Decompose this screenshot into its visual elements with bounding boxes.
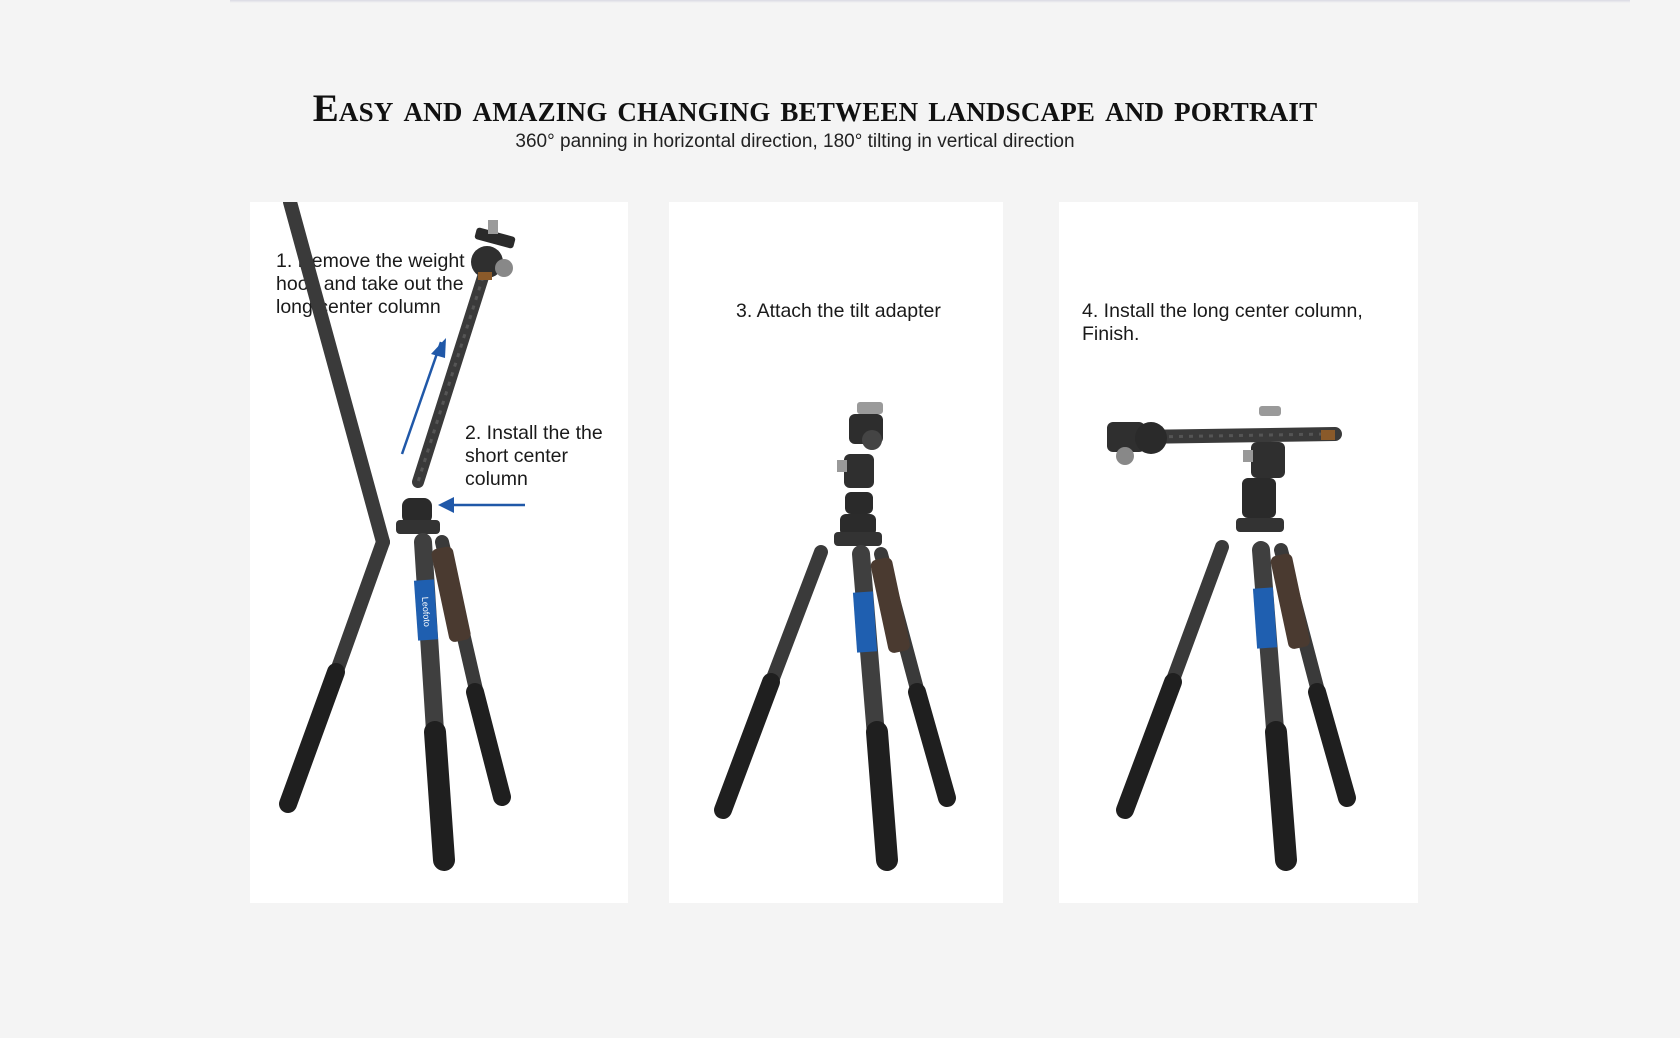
step-1-line: 1. Remove the weight	[276, 250, 465, 272]
tripod	[1125, 478, 1347, 860]
step-1-line: hook and take out the	[276, 273, 464, 295]
step-4-line: 4. Install the long center column,	[1082, 300, 1363, 322]
panel-step-1-2	[250, 202, 628, 903]
horizontal-center-column	[1107, 406, 1335, 478]
panel-step-4	[1059, 202, 1418, 903]
long-center-column	[418, 220, 516, 482]
tripod-illustration-3	[1059, 202, 1418, 903]
step-4-line: Finish.	[1082, 323, 1140, 345]
tilt-adapter	[837, 402, 883, 514]
panel-step-3	[669, 202, 1003, 903]
arrow-left-icon	[438, 497, 525, 513]
step-2-line: 2. Install the the	[465, 422, 603, 444]
tripod	[723, 514, 947, 860]
page-title: Easy and amazing changing between landscape and portrait	[312, 87, 1318, 130]
brand-label: Leofoto	[420, 596, 433, 628]
tripod-illustration-2	[669, 202, 1003, 903]
tripod-illustration-1	[250, 202, 628, 903]
step-3-text: 3. Attach the tilt adapter	[736, 300, 941, 322]
top-shadow	[230, 0, 1630, 3]
step-2-line: column	[465, 468, 528, 490]
page-subtitle: 360° panning in horizontal direction, 180° tilting in vertical direction	[515, 131, 1075, 152]
step-2-line: short center	[465, 445, 568, 467]
step-1-line: long center column	[276, 296, 441, 318]
